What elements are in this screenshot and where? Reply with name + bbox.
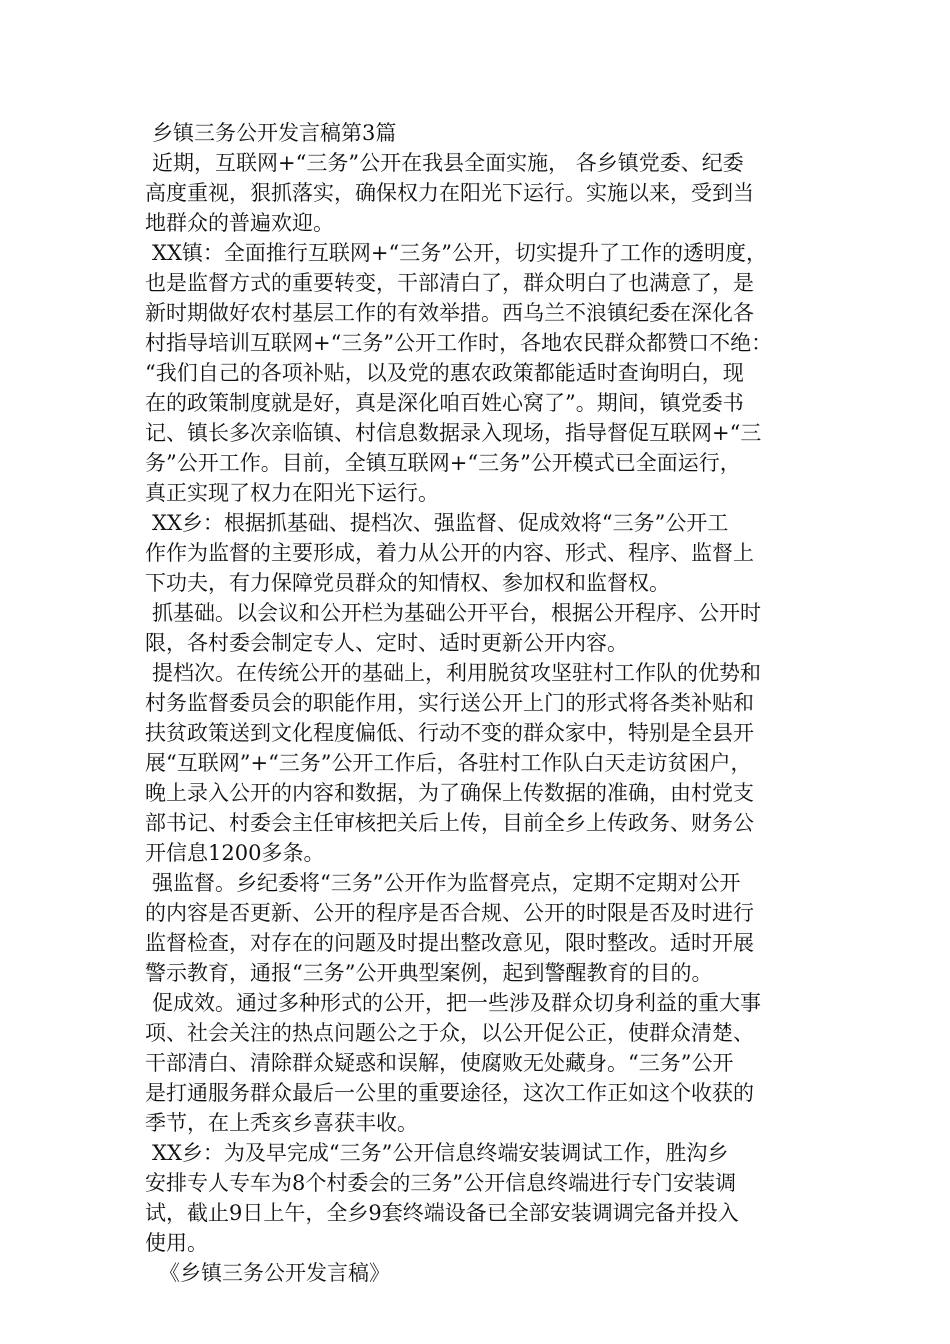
paragraph-line: 监督检查，对存在的问题及时提出整改意见，限时整改。适时开展 <box>145 931 754 955</box>
paragraph-line: 强监督。乡纪委将“三务”公开作为监督亮点，定期不定期对公开 <box>152 871 741 895</box>
paragraph-supervision <box>145 868 815 988</box>
paragraph-line: 作作为监督的主要形成，着力从公开的内容、形式、程序、监督上 <box>145 541 754 565</box>
paragraph-line: 新时期做好农村基层工作的有效举措。西乌兰不浪镇纪委在深化各 <box>145 301 754 325</box>
paragraph-line: 提档次。在传统公开的基础上，利用脱贫攻坚驻村工作队的优势和 <box>152 661 761 685</box>
paragraph-line: 试，截止9日上午，全乡9套终端设备已全部安装调调完备并投入 <box>145 1201 739 1225</box>
paragraph-line: 使用。 <box>145 1231 208 1255</box>
paragraph-line: 的内容是否更新、公开的程序是否合规、公开的时限是否及时进行 <box>145 901 754 925</box>
paragraph-line: 限，各村委会制定专人、定时、适时更新公开内容。 <box>145 631 628 655</box>
document-closing: 《乡镇三务公开发言稿》 <box>159 1261 390 1285</box>
paragraph-line: 在的政策制度就是好，真是深化咱百姓心窝了”。期间，镇党委书 <box>145 391 744 415</box>
paragraph-line: 真正实现了权力在阳光下运行。 <box>145 481 439 505</box>
paragraph-results <box>145 988 815 1138</box>
paragraph-line: 下功夫，有力保障党员群众的知情权、参加权和监督权。 <box>145 571 670 595</box>
paragraph-town-xx <box>145 238 815 508</box>
paragraph-foundation <box>145 598 815 658</box>
paragraph-line: 高度重视，狠抓落实，确保权力在阳光下运行。实施以来，受到当 <box>145 181 754 205</box>
document-title: 乡镇三务公开发言稿第3篇 <box>152 121 397 145</box>
paragraph-line: XX乡：为及早完成“三务”公开信息终端安装调试工作，胜沟乡 <box>152 1141 729 1165</box>
paragraph-line: 警示教育，通报“三务”公开典型案例，起到警醒教育的目的。 <box>145 961 713 985</box>
paragraph-line: XX乡：根据抓基础、提档次、强监督、促成效将“三务”公开工 <box>152 511 729 535</box>
paragraph-line: 记、镇长多次亲临镇、村信息数据录入现场，指导督促互联网+“三 <box>145 421 762 445</box>
paragraph-line: 部书记、村委会主任审核把关后上传，目前全乡上传政务、财务公 <box>145 811 754 835</box>
paragraph-line: 抓基础。以会议和公开栏为基础公开平台，根据公开程序、公开时 <box>152 601 761 625</box>
paragraph-line: 也是监督方式的重要转变，干部清白了，群众明白了也满意了，是 <box>145 271 754 295</box>
paragraph-line: 务”公开工作。目前，全镇互联网+“三务”公开模式已全面运行， <box>145 451 741 475</box>
paragraph-line: 地群众的普遍欢迎。 <box>145 211 334 235</box>
paragraph-line: 近期，互联网+“三务”公开在我县全面实施， 各乡镇党委、纪委 <box>152 151 744 175</box>
paragraph-line: “我们自己的各项补贴，以及党的惠农政策都能适时查询明白，现 <box>145 361 744 385</box>
paragraph-line: 季节，在上秃亥乡喜获丰收。 <box>145 1111 418 1135</box>
paragraph-line: 开信息1200多条。 <box>145 841 325 865</box>
paragraph-intro <box>145 148 815 238</box>
paragraph-line: 村务监督委员会的职能作用，实行送公开上门的形式将各类补贴和 <box>145 691 754 715</box>
paragraph-line: 村指导培训互联网+“三务”公开工作时，各地农民群众都赞口不绝： <box>145 331 773 355</box>
paragraph-line: 安排专人专车为8个村委会的三务”公开信息终端进行专门安装调 <box>145 1171 737 1195</box>
paragraph-line: 促成效。通过多种形式的公开，把一些涉及群众切身利益的重大事 <box>152 991 761 1015</box>
paragraph-upgrade <box>145 658 815 868</box>
paragraph-line: 展“互联网”+“三务”公开工作后，各驻村工作队白天走访贫困户， <box>145 751 752 775</box>
paragraph-township-xx <box>145 508 815 598</box>
paragraph-line: 晚上录入公开的内容和数据，为了确保上传数据的准确，由村党支 <box>145 781 754 805</box>
paragraph-line: 是打通服务群众最后一公里的重要途径，这次工作正如这个收获的 <box>145 1081 754 1105</box>
paragraph-line: XX镇：全面推行互联网+“三务”公开，切实提升了工作的透明度， <box>152 241 767 265</box>
paragraph-terminal-installation <box>145 1138 815 1258</box>
document-page <box>145 118 815 1288</box>
paragraph-line: 项、社会关注的热点问题公之于众，以公开促公正，使群众清楚、 <box>145 1021 754 1045</box>
paragraph-line: 扶贫政策送到文化程度偏低、行动不变的群众家中，特别是全县开 <box>145 721 754 745</box>
paragraph-line: 干部清白、清除群众疑惑和误解，使腐败无处藏身。“三务”公开 <box>145 1051 734 1075</box>
